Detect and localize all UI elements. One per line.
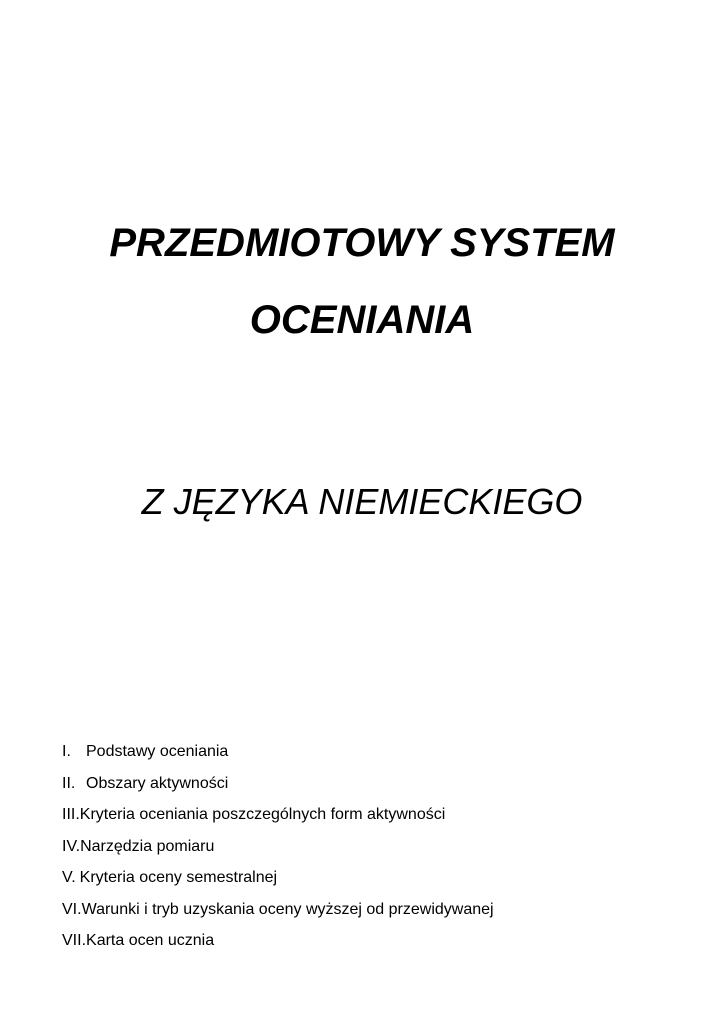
toc-item-number: VII. (62, 932, 87, 949)
toc-item-text: Narzędzia pomiaru (80, 837, 215, 855)
toc-item-6 (62, 894, 702, 926)
toc-item-number: I. (62, 743, 71, 760)
toc-item-text: Warunki i tryb uzyskania oceny wyższej od przewidywanej (81, 900, 494, 918)
toc-item-number: III. (62, 806, 80, 823)
toc-item-number: V. (62, 869, 76, 886)
document-subtitle: Z JĘZYKA NIEMIECKIEGO (141, 481, 583, 522)
table-of-contents (62, 736, 702, 957)
toc-item-5 (62, 862, 702, 894)
toc-item-1 (62, 736, 702, 768)
document-title-line-1: PRZEDMIOTOWY SYSTEM (109, 221, 615, 265)
toc-item-text: Podstawy oceniania (86, 743, 229, 760)
toc-item-4 (62, 831, 702, 863)
toc-item-number: II. (62, 774, 76, 792)
document-title-line-2: OCENIANIA (249, 298, 475, 342)
toc-item-7 (62, 925, 702, 957)
toc-item-3 (62, 799, 702, 831)
toc-item-text: Obszary aktywności (86, 774, 229, 792)
toc-item-2 (62, 768, 702, 800)
toc-item-text: Karta ocen ucznia (86, 932, 215, 949)
toc-item-number: VI. (62, 900, 82, 918)
toc-item-text: Kryteria oceniania poszczególnych form aktywności (79, 806, 446, 823)
toc-item-text: Kryteria oceny semestralnej (79, 869, 278, 886)
toc-item-number: IV. (62, 837, 81, 855)
